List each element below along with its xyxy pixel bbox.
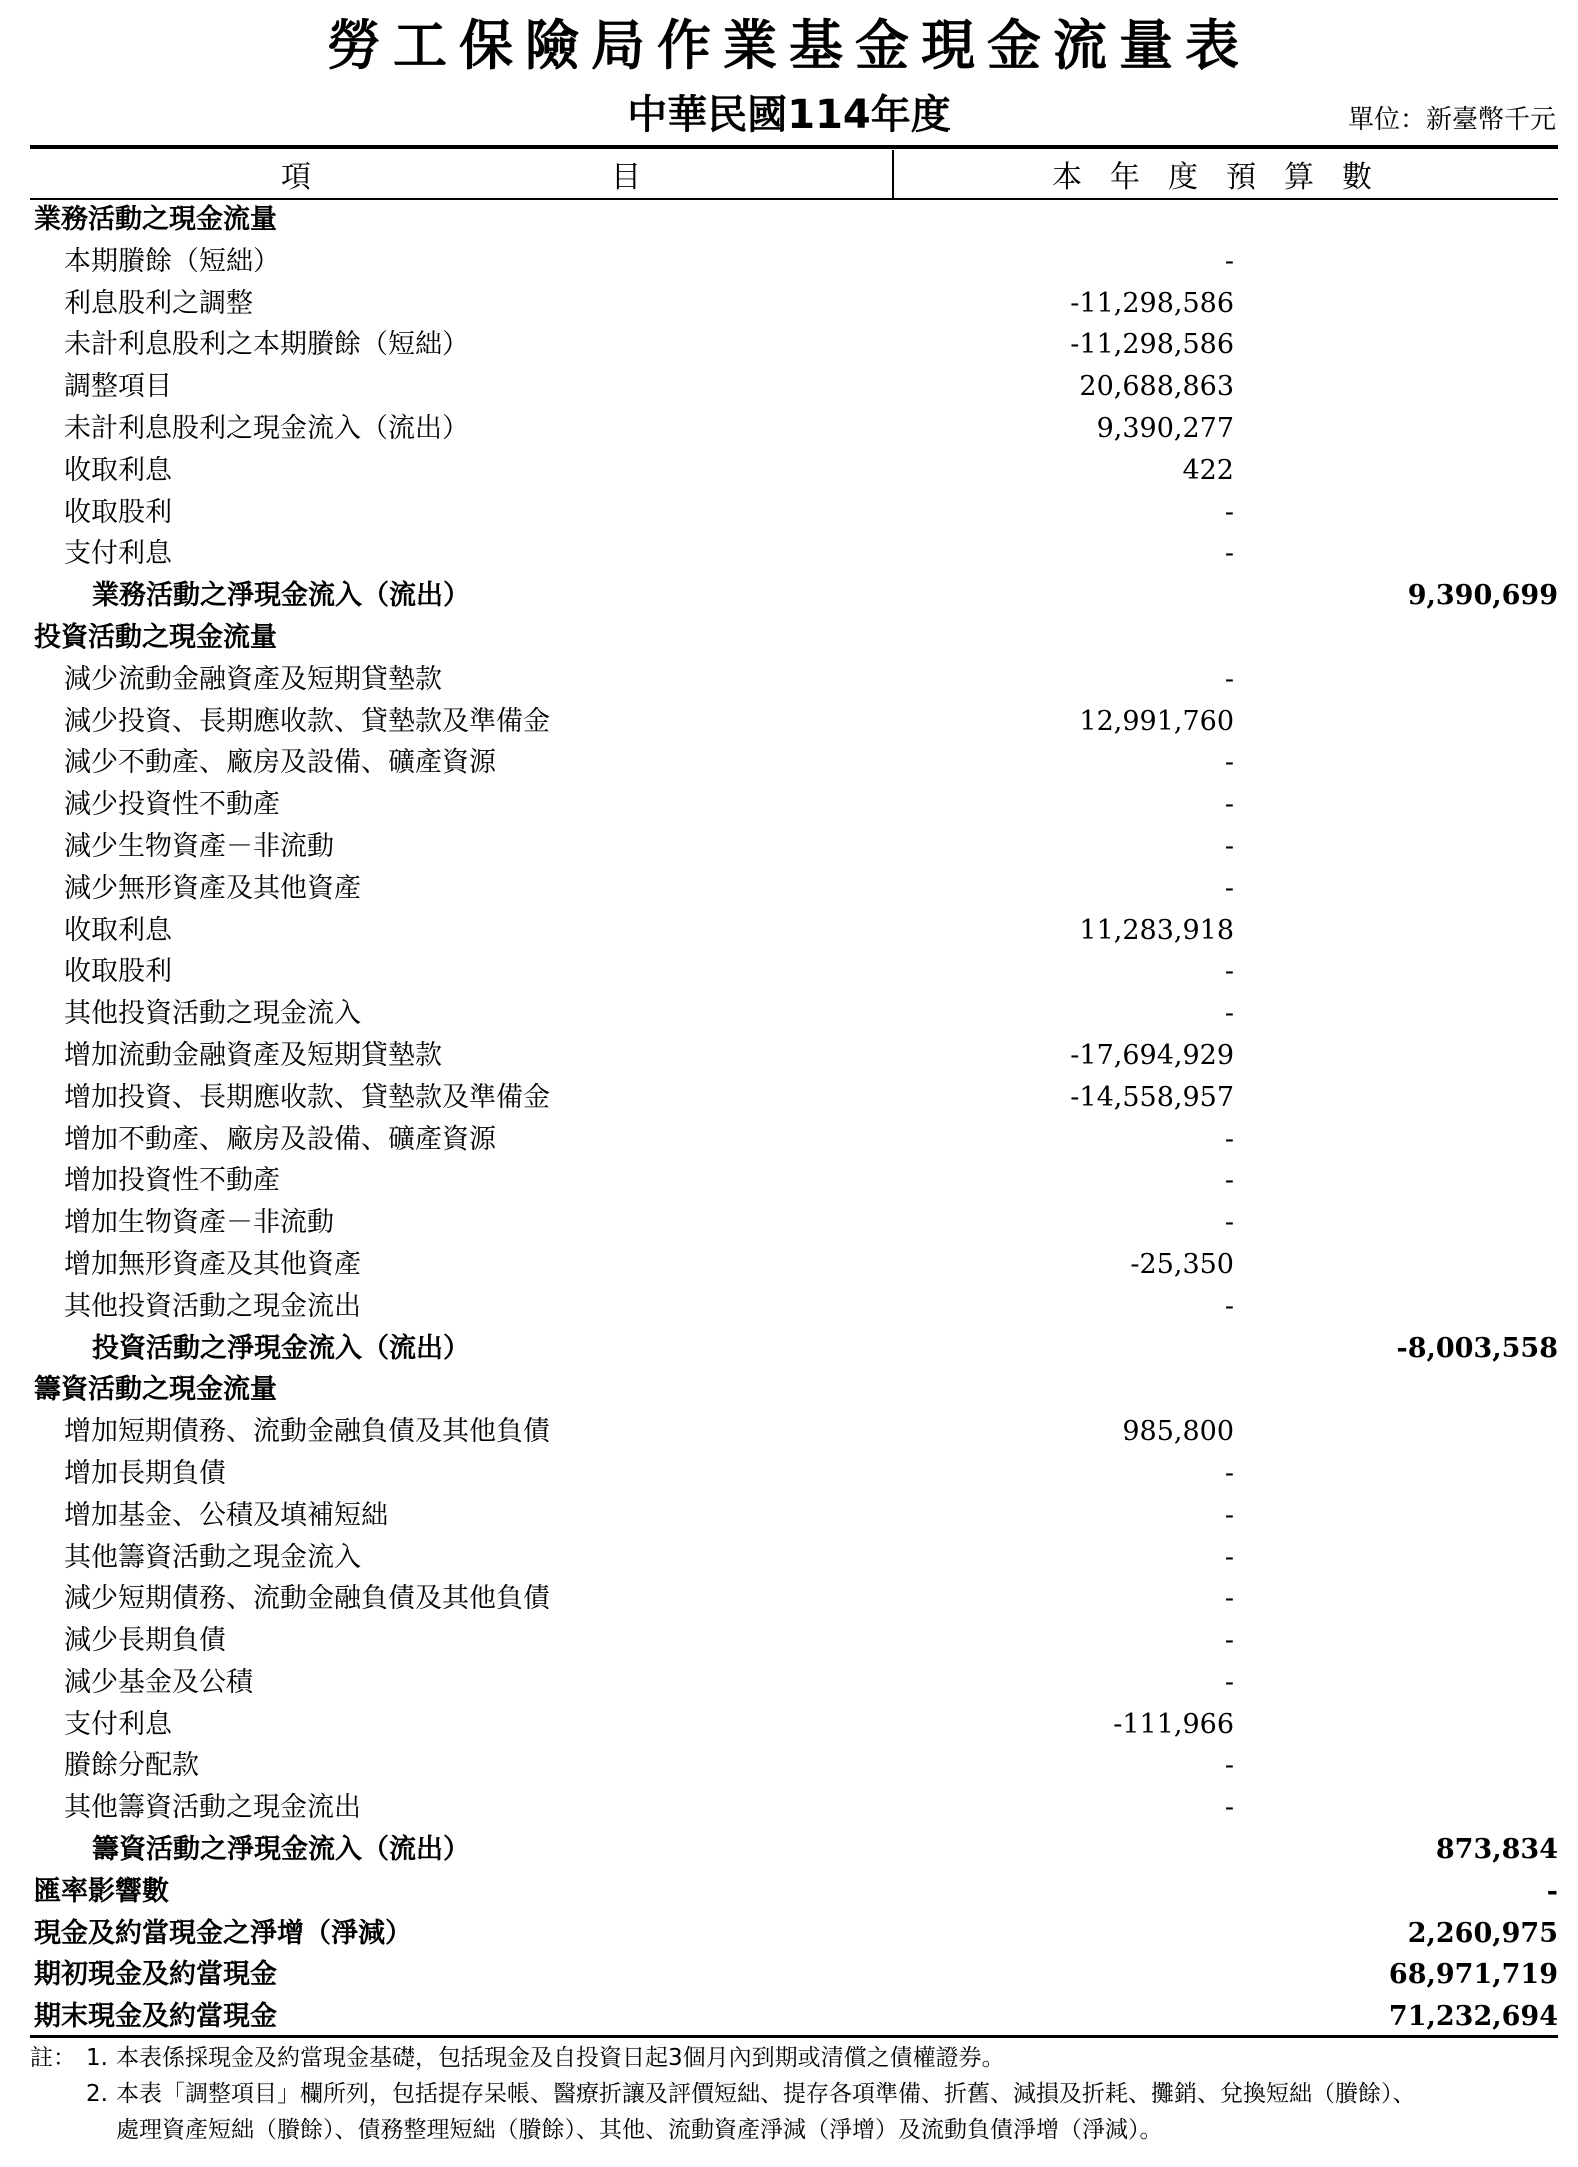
row-label: 投資活動之現金流量 (34, 621, 277, 653)
table-row (30, 1077, 1558, 1119)
line-item-amount: -25,350 (1130, 1248, 1234, 1280)
row-label: 匯率影響數 (34, 1875, 169, 1907)
table-row (30, 241, 1558, 283)
total-amount: 873,834 (1435, 1834, 1558, 1866)
line-item-amount: - (1224, 1290, 1234, 1322)
table-row (30, 283, 1558, 325)
line-item-amount: - (1224, 1541, 1234, 1573)
row-label: 增加投資、長期應收款、貸墊款及準備金 (64, 1081, 550, 1113)
total-amount: 71,232,694 (1388, 2001, 1558, 2033)
line-item-amount: - (1224, 496, 1234, 528)
section-row (30, 199, 1558, 241)
table-row (30, 1119, 1558, 1161)
line-item-amount: - (1224, 872, 1234, 904)
row-label: 現金及約當現金之淨增（淨減） (34, 1917, 412, 1949)
row-label: 業務活動之淨現金流入（流出） (92, 580, 470, 612)
footnote-line (30, 2076, 1558, 2112)
item-header-left: 項 (281, 160, 311, 195)
table-row (30, 1495, 1558, 1537)
row-label: 業務活動之現金流量 (34, 204, 277, 235)
row-label: 增加無形資產及其他資產 (64, 1248, 361, 1280)
table-row (30, 450, 1558, 492)
table-row (30, 910, 1558, 952)
footnote-number: 1. (86, 2045, 108, 2071)
table-row (30, 1537, 1558, 1579)
line-item-amount: - (1224, 956, 1234, 988)
table-row (30, 951, 1558, 993)
cash-flow-table (30, 199, 1558, 2038)
table-row (30, 1578, 1558, 1620)
table-row (30, 1160, 1558, 1202)
footnote-text: 處理資產短絀（賸餘）、債務整理短絀（賸餘）、其他、流動資產淨減（淨增）及流動負債淨增（淨減）。 (116, 2117, 1163, 2143)
row-label: 本期賸餘（短絀） (64, 245, 280, 277)
section-row (30, 1369, 1558, 1411)
line-item-amount: - (1224, 1207, 1234, 1239)
total-amount: 68,971,719 (1388, 1959, 1558, 1991)
row-label: 減少基金及公積 (64, 1666, 253, 1698)
row-label: 籌資活動之淨現金流入（流出） (92, 1834, 470, 1866)
table-row (30, 1411, 1558, 1453)
table-row (30, 826, 1558, 868)
total-row (30, 1913, 1558, 1955)
table-row (30, 1035, 1558, 1077)
line-item-amount: - (1224, 789, 1234, 821)
table-row (30, 366, 1558, 408)
total-amount: 9,390,699 (1407, 580, 1558, 612)
line-item-amount: - (1224, 1583, 1234, 1615)
currency-unit: 單位：新臺幣千元 (1347, 105, 1556, 135)
table-row (30, 408, 1558, 450)
bottom-rule (30, 2035, 1558, 2038)
row-label: 收取利息 (64, 914, 172, 946)
row-label: 減少短期債務、流動金融負債及其他負債 (64, 1583, 550, 1615)
table-row (30, 868, 1558, 910)
item-header-right: 目 (611, 160, 641, 195)
table-row (30, 1620, 1558, 1662)
row-label: 收取股利 (64, 496, 172, 528)
table-row (30, 533, 1558, 575)
footnote-number: 2. (86, 2081, 108, 2107)
row-label: 賸餘分配款 (64, 1750, 199, 1782)
page-title: 勞工保險局作業基金現金流量表 (327, 14, 1251, 77)
row-label: 增加長期負債 (64, 1457, 226, 1489)
line-item-amount: - (1224, 1792, 1234, 1824)
row-label: 其他投資活動之現金流入 (64, 998, 361, 1030)
line-item-amount: -11,298,586 (1070, 329, 1234, 361)
total-row (30, 1871, 1558, 1913)
line-item-amount: - (1224, 1165, 1234, 1197)
table-row (30, 1662, 1558, 1704)
row-label: 減少流動金融資產及短期貸墊款 (64, 663, 442, 695)
top-rule (30, 145, 1558, 149)
line-item-amount: - (1224, 830, 1234, 862)
line-item-amount: 422 (1182, 454, 1234, 486)
table-row (30, 1286, 1558, 1328)
table-row (30, 784, 1558, 826)
row-label: 減少投資、長期應收款、貸墊款及準備金 (64, 705, 550, 737)
row-label: 減少生物資產－非流動 (64, 830, 334, 862)
line-item-amount: -17,694,929 (1070, 1039, 1234, 1071)
table-row (30, 742, 1558, 784)
row-label: 增加基金、公積及填補短絀 (64, 1499, 388, 1531)
total-amount: -8,003,558 (1396, 1332, 1558, 1364)
table-row (30, 492, 1558, 534)
table-row (30, 1244, 1558, 1286)
row-label: 期初現金及約當現金 (34, 1959, 277, 1991)
table-row (30, 993, 1558, 1035)
footnote-line (30, 2040, 1558, 2076)
line-item-amount: 20,688,863 (1079, 371, 1234, 403)
item-column-header (30, 150, 894, 198)
table-row (30, 1787, 1558, 1829)
line-item-amount: 9,390,277 (1096, 412, 1234, 444)
line-item-amount: - (1224, 245, 1234, 277)
footnote-line (30, 2112, 1558, 2148)
line-item-amount: - (1224, 1499, 1234, 1531)
line-item-amount: -11,298,586 (1070, 287, 1234, 319)
line-item-amount: 11,283,918 (1079, 914, 1234, 946)
section-row (30, 617, 1558, 659)
footnotes (30, 2040, 1558, 2148)
row-label: 減少無形資產及其他資產 (64, 872, 361, 904)
row-label: 增加投資性不動產 (64, 1165, 280, 1197)
row-label: 收取股利 (64, 956, 172, 988)
table-row (30, 659, 1558, 701)
row-label: 期末現金及約當現金 (34, 2001, 277, 2033)
row-label: 增加生物資產－非流動 (64, 1207, 334, 1239)
row-label: 減少不動產、廠房及設備、礦產資源 (64, 747, 496, 779)
subtotal-row (30, 1829, 1558, 1871)
row-label: 未計利息股利之本期賸餘（短絀） (64, 329, 469, 361)
subtotal-row (30, 1328, 1558, 1370)
row-label: 支付利息 (64, 538, 172, 570)
footnote-prefix: 註： (30, 2045, 76, 2071)
row-label: 投資活動之淨現金流入（流出） (92, 1332, 470, 1364)
table-row (30, 701, 1558, 743)
line-item-amount: 12,991,760 (1079, 705, 1234, 737)
line-item-amount: - (1224, 538, 1234, 570)
total-row (30, 1954, 1558, 1996)
line-item-amount: - (1224, 747, 1234, 779)
table-header (30, 150, 1558, 200)
row-label: 未計利息股利之現金流入（流出） (64, 412, 469, 444)
footnote-text: 本表係採現金及約當現金基礎，包括現金及自投資日起3個月內到期或清償之債權證券。 (116, 2045, 1005, 2071)
row-label: 增加流動金融資產及短期貸墊款 (64, 1039, 442, 1071)
row-label: 減少長期負債 (64, 1625, 226, 1657)
line-item-amount: - (1224, 1123, 1234, 1155)
line-item-amount: - (1224, 998, 1234, 1030)
row-label: 其他投資活動之現金流出 (64, 1290, 361, 1322)
total-amount: - (1546, 1875, 1558, 1907)
row-label: 其他籌資活動之現金流入 (64, 1541, 361, 1573)
table-row (30, 324, 1558, 366)
table-row (30, 1745, 1558, 1787)
row-label: 增加不動產、廠房及設備、礦產資源 (64, 1123, 496, 1155)
total-amount: 2,260,975 (1407, 1917, 1558, 1949)
row-label: 其他籌資活動之現金流出 (64, 1792, 361, 1824)
total-row (30, 1996, 1558, 2038)
row-label: 籌資活動之現金流量 (34, 1374, 277, 1406)
table-row (30, 1704, 1558, 1746)
line-item-amount: -111,966 (1113, 1708, 1234, 1740)
table-row (30, 1453, 1558, 1495)
line-item-amount: - (1224, 1750, 1234, 1782)
line-item-amount: - (1224, 663, 1234, 695)
line-item-amount: - (1224, 1457, 1234, 1489)
subtotal-row (30, 575, 1558, 617)
row-label: 支付利息 (64, 1708, 172, 1740)
row-label: 減少投資性不動產 (64, 789, 280, 821)
fiscal-year-subtitle: 中華民國114年度 (627, 92, 951, 138)
table-row (30, 1202, 1558, 1244)
row-label: 增加短期債務、流動金融負債及其他負債 (64, 1416, 550, 1448)
footnote-text: 本表「調整項目」欄所列，包括提存呆帳、醫療折讓及評價短絀、提存各項準備、折舊、減損及折耗、攤銷、兌換短絀（賸餘）、 (116, 2081, 1416, 2107)
line-item-amount: -14,558,957 (1070, 1081, 1234, 1113)
row-label: 利息股利之調整 (64, 287, 253, 319)
line-item-amount: - (1224, 1666, 1234, 1698)
budget-column-header: 本年度預算數 (1052, 160, 1400, 195)
line-item-amount: - (1224, 1625, 1234, 1657)
row-label: 調整項目 (64, 371, 172, 403)
line-item-amount: 985,800 (1122, 1416, 1234, 1448)
row-label: 收取利息 (64, 454, 172, 486)
